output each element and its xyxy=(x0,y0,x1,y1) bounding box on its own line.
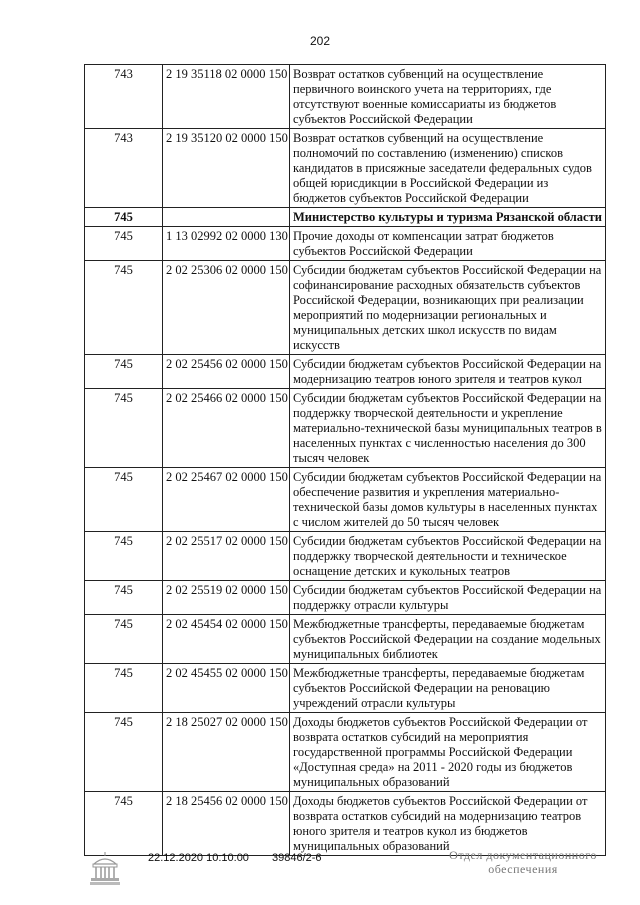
revenue-code-cell: 2 02 45455 02 0000 150 xyxy=(163,664,290,713)
admin-code-cell: 745 xyxy=(85,615,163,664)
description-cell: Доходы бюджетов субъектов Российской Федерации от возврата остатков субсидий на мероприятия государственной программы Российской Федерации «Доступная среда» на 2011 - 2020 годы из бюджетов муниципальных образований xyxy=(290,713,606,792)
revenue-code-cell: 2 18 25027 02 0000 150 xyxy=(163,713,290,792)
page-footer xyxy=(0,844,640,894)
table-row xyxy=(85,129,606,208)
description-cell: Министерство культуры и туризма Рязанской области xyxy=(290,208,606,227)
admin-code-cell: 745 xyxy=(85,713,163,792)
table-row xyxy=(85,532,606,581)
admin-code-cell: 745 xyxy=(85,792,163,856)
table-row xyxy=(85,615,606,664)
description-cell: Межбюджетные трансферты, передаваемые бюджетам субъектов Российской Федерации на создание модельных муниципальных библиотек xyxy=(290,615,606,664)
description-cell: Доходы бюджетов субъектов Российской Федерации от возврата остатков субсидий на модернизацию театров юного зрителя и театров кукол из бюджетов муниципальных образований xyxy=(290,792,606,856)
description-cell: Прочие доходы от компенсации затрат бюджетов субъектов Российской Федерации xyxy=(290,227,606,261)
table-body xyxy=(85,65,606,856)
revenue-code-cell: 1 13 02992 02 0000 130 xyxy=(163,227,290,261)
admin-code-cell: 745 xyxy=(85,532,163,581)
table-row xyxy=(85,261,606,355)
revenue-code-cell: 2 02 25519 02 0000 150 xyxy=(163,581,290,615)
building-logo-icon xyxy=(88,850,122,888)
description-cell: Субсидии бюджетам субъектов Российской Федерации на поддержку творческой деятельности и техническое оснащение детских и кукольных театров xyxy=(290,532,606,581)
stamp-line-2: обеспечения xyxy=(488,862,558,876)
page-number: 202 xyxy=(309,34,331,48)
description-cell: Субсидии бюджетам субъектов Российской Федерации на поддержку отрасли культуры xyxy=(290,581,606,615)
table-row xyxy=(85,664,606,713)
revenue-code-cell xyxy=(163,208,290,227)
table-row xyxy=(85,65,606,129)
revenue-code-cell: 2 02 25466 02 0000 150 xyxy=(163,389,290,468)
admin-code-cell: 745 xyxy=(85,261,163,355)
revenue-code-cell: 2 18 25456 02 0000 150 xyxy=(163,792,290,856)
revenue-code-cell: 2 02 25306 02 0000 150 xyxy=(163,261,290,355)
revenue-code-cell: 2 02 25467 02 0000 150 xyxy=(163,468,290,532)
revenue-codes-table xyxy=(84,64,606,856)
description-cell: Возврат остатков субвенций на осуществление полномочий по составлению (изменению) списков кандидатов в присяжные заседатели федеральных судов общей юрисдикции в Российской Федерации из бюджетов субъектов Российской Федерации xyxy=(290,129,606,208)
table-row xyxy=(85,581,606,615)
description-cell: Межбюджетные трансферты, передаваемые бюджетам субъектов Российской Федерации на реновацию учреждений отрасли культуры xyxy=(290,664,606,713)
admin-code-cell: 745 xyxy=(85,355,163,389)
revenue-code-cell: 2 19 35120 02 0000 150 xyxy=(163,129,290,208)
admin-code-cell: 745 xyxy=(85,581,163,615)
admin-code-cell: 745 xyxy=(85,208,163,227)
ministry-header-row xyxy=(85,208,606,227)
revenue-code-cell: 2 19 35118 02 0000 150 xyxy=(163,65,290,129)
admin-code-cell: 745 xyxy=(85,468,163,532)
admin-code-cell: 745 xyxy=(85,389,163,468)
revenue-code-cell: 2 02 25456 02 0000 150 xyxy=(163,355,290,389)
footer-date: 22.12.2020 10:10:00 xyxy=(148,852,249,864)
description-cell: Субсидии бюджетам субъектов Российской Федерации на софинансирование расходных обязательств субъектов Российской Федерации, возникающих при реализации мероприятий по модернизации региональных и муниципальных детских школ искусств по видам искусств xyxy=(290,261,606,355)
admin-code-cell: 743 xyxy=(85,129,163,208)
admin-code-cell: 745 xyxy=(85,664,163,713)
description-cell: Субсидии бюджетам субъектов Российской Федерации на поддержку творческой деятельности и укрепление материально-технической базы муниципальных театров в населенных пунктах с численностью населения до 300 тысяч человек xyxy=(290,389,606,468)
table-row xyxy=(85,468,606,532)
stamp-line-1: Отдел документационного xyxy=(449,848,597,862)
description-cell: Субсидии бюджетам субъектов Российской Федерации на модернизацию театров юного зрителя и театров кукол xyxy=(290,355,606,389)
table-row xyxy=(85,227,606,261)
footer-doc-code: 39846/2-6 xyxy=(272,852,322,864)
department-stamp xyxy=(448,848,598,876)
description-cell: Возврат остатков субвенций на осуществление первичного воинского учета на территориях, где отсутствуют военные комиссариаты из бюджетов субъектов Российской Федерации xyxy=(290,65,606,129)
table-row xyxy=(85,355,606,389)
table-row xyxy=(85,389,606,468)
revenue-code-cell: 2 02 45454 02 0000 150 xyxy=(163,615,290,664)
table-row xyxy=(85,713,606,792)
admin-code-cell: 745 xyxy=(85,227,163,261)
admin-code-cell: 743 xyxy=(85,65,163,129)
description-cell: Субсидии бюджетам субъектов Российской Федерации на обеспечение развития и укрепления материально-технической базы домов культуры в населенных пунктах с числом жителей до 50 тысяч человек xyxy=(290,468,606,532)
revenue-code-cell: 2 02 25517 02 0000 150 xyxy=(163,532,290,581)
